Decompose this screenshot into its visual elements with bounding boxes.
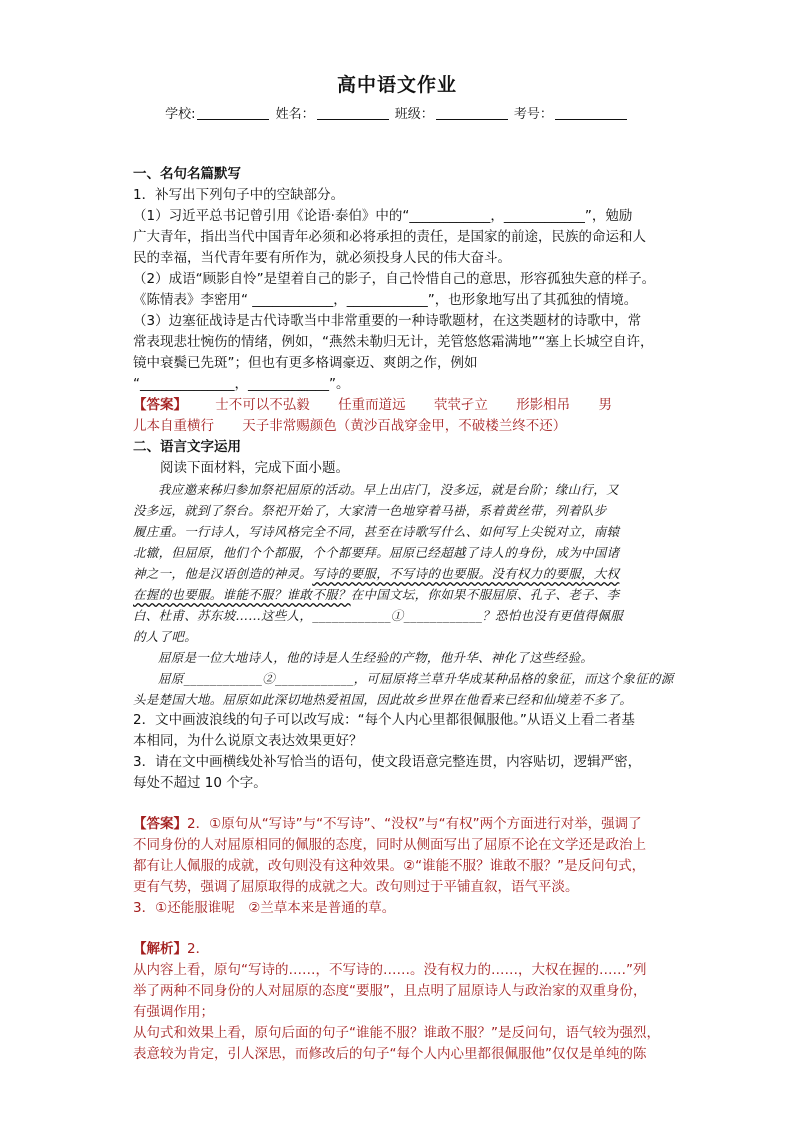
q1-part3-line2: 常表现悲壮惋伤的情绪，例如，“燕然未勒归无计，羌管悠悠霜满地”“塞上长城空自许， xyxy=(133,334,654,350)
analysis-line: 从句式和效果上看，原句后面的句子“谁能不服？谁敢不服？”是反问句，语气较为强烈， xyxy=(133,1025,660,1041)
wavy-underlined-sentence: 写诗的要服，不写诗的也要服。没有权力的要服，大权 xyxy=(312,566,620,581)
answer-tag: 【答案】 xyxy=(133,397,187,413)
document-content xyxy=(133,164,681,1065)
passage-line: 北辙，但屈原，他们个个都服，个个都要拜。屈原已经超越了诗人的身份，成为中国诸 xyxy=(133,545,620,560)
passage-line xyxy=(133,563,681,584)
question-2-line2: 本相同，为什么说原文表达效果更好？ xyxy=(133,733,363,749)
answer-item: 茕茕孑立 xyxy=(433,397,488,413)
q1-part3-line1: （3）边塞征战诗是古代诗歌当中非常重要的一种诗歌题材，在这类题材的诗歌中，常 xyxy=(133,313,642,329)
q1-part1-line1: （1）习近平总书记曾引用《论语·泰伯》中的“____________，____________”，勉励 xyxy=(133,208,633,224)
q1-part3-line3: 镜中衰鬓已先斑”；但也有更多格调豪迈、爽朗之作，例如 xyxy=(133,355,478,371)
analysis-tag: 【解析】 xyxy=(133,941,187,957)
q1-part1-line3: 民的幸福，当代青年要有所作为，就必须投身人民的伟大奋斗。 xyxy=(133,250,511,266)
question-3-line1: 3．请在文中画横线处补写恰当的语句，使文段语意完整连贯，内容贴切，逻辑严密， xyxy=(133,754,642,770)
q1-part1-line2: 广大青年，指出当代中国青年必须和必将承担的责任，是国家的前途，民族的命运和人 xyxy=(133,229,646,245)
passage-text: 神之一，他是汉语创造的神灵。 xyxy=(133,566,313,581)
q1-part2-line2: 《陈情表》李密用“ ____________，____________”，也形象地写出了其孤独的情境。 xyxy=(133,292,638,308)
answer-text: 2．①原句从“写诗”与“不写诗”、“没权”与“有权”两个方面进行对举，强调了 xyxy=(187,816,642,832)
passage-line: 我应邀来秭归参加祭祀屈原的活动。早上出店门，没多远，就是台阶；缘山行，又 xyxy=(158,482,619,497)
answer-item: 男 xyxy=(598,397,612,413)
wavy-underlined-sentence: 在握的也要服。谁能不服？谁敢不服？ xyxy=(133,587,351,602)
passage-text: ，可屈原将兰草升华成某种品格的象征，而这个象征的源 xyxy=(353,671,674,686)
section-heading-2: 二、语言文字运用 xyxy=(133,439,241,455)
analysis-line: 有强调作用； xyxy=(133,1004,214,1020)
analysis-line: 从内容上看，原句“写诗的……，不写诗的……。没有权力的……，大权在握的……”列 xyxy=(133,962,647,978)
passage-text: ？恐怕也没有更值得佩服 xyxy=(482,608,624,623)
passage-line: 没多远，就到了祭台。祭祀开始了，大家清一色地穿着马褂，系着黄丝带，列着队步 xyxy=(133,503,607,518)
q1-part3-line4: “______________，____________”。 xyxy=(133,376,350,392)
blank-1[interactable]: ____________①____________ xyxy=(312,608,483,623)
passage-text: 白、杜甫、苏东坡……这些人， xyxy=(133,608,313,623)
question-3-line2: 每处不超过 10 个字。 xyxy=(133,775,267,791)
answer-item: 天子非常赐颜色（黄沙百战穿金甲，不破楼兰终不还） xyxy=(242,418,567,434)
question-2-line1: 2．文中画波浪线的句子可以改写成：“每个人内心里都很佩服他。”从语义上看二者基 xyxy=(133,712,635,728)
answer-tag: 【答案】 xyxy=(133,816,187,832)
passage-line xyxy=(133,605,681,626)
school-blank[interactable] xyxy=(197,107,269,120)
answer-line-1 xyxy=(133,395,681,416)
passage-line: 屈原是一位大地诗人，他的诗是人生经验的产物，他升华、神化了这些经验。 xyxy=(158,650,594,665)
answer-line-2 xyxy=(133,416,681,437)
analysis-line: 举了两种不同身份的人对屈原的态度“要服”，且点明了屈原诗人与政治家的双重身份， xyxy=(133,983,647,999)
analysis-num: 2． xyxy=(187,941,210,957)
analysis-line xyxy=(133,939,681,960)
answer-item: 士不可以不弘毅 xyxy=(215,397,310,413)
answer-line: 更有气势，强调了屈原取得的成就之大。改句则过于平铺直叙，语气平淡。 xyxy=(133,879,579,895)
section-heading-1: 一、名句名篇默写 xyxy=(133,166,241,182)
passage-text: 在中国文坛，你如果不服屈原、孔子、老子、李 xyxy=(350,587,620,602)
school-label: 学校: xyxy=(165,107,196,122)
answer-line: 3．①还能服谁呢 ②兰草本来是普通的草。 xyxy=(133,900,396,916)
exam-no-label: 考号： xyxy=(513,107,553,122)
analysis-line: 表意较为肯定，引人深思，而修改后的句子“每个人内心里都很佩服他”仅仅是单纯的陈 xyxy=(133,1046,647,1062)
passage-line: 的人了吧。 xyxy=(133,629,198,644)
blank-2[interactable]: 屈原____________②____________ xyxy=(158,671,354,686)
answer-item: 形影相吊 xyxy=(516,397,571,413)
page-title: 高中语文作业 xyxy=(336,74,457,96)
answer-line xyxy=(133,814,681,835)
class-label: 班级： xyxy=(394,107,434,122)
class-blank[interactable] xyxy=(436,107,508,120)
name-blank[interactable] xyxy=(317,107,389,120)
student-info-line xyxy=(0,103,794,122)
exam-no-blank[interactable] xyxy=(555,107,627,120)
q1-part2-line1: （2）成语“顾影自怜”是望着自己的影子，自己怜惜自己的意思，形容孤独失意的样子。 xyxy=(133,271,656,287)
question-1: 1．补写出下列句子中的空缺部分。 xyxy=(133,187,345,203)
answer-item: 任重而道远 xyxy=(338,397,406,413)
name-label: 姓名： xyxy=(275,107,315,122)
answer-item: 儿本自重横行 xyxy=(133,418,214,434)
reading-intro: 阅读下面材料，完成下面小题。 xyxy=(160,460,349,476)
passage-line: 头是楚国大地。屈原如此深切地热爱祖国，因此故乡世界在他看来已经和仙境差不多了。 xyxy=(133,692,633,707)
answer-line: 不同身份的人对屈原相同的佩服的态度，同时从侧面写出了屈原不论在文学还是政治上 xyxy=(133,837,646,853)
answer-line: 都有让人佩服的成就，改句则没有这种效果。②“谁能不服？谁敢不服？”是反问句式， xyxy=(133,858,646,874)
passage-line xyxy=(133,584,681,605)
passage-line: 履庄重。一行诗人，写诗风格完全不同，甚至在诗歌写什么、如何写上尖锐对立，南辕 xyxy=(133,524,620,539)
passage-line xyxy=(133,668,681,689)
